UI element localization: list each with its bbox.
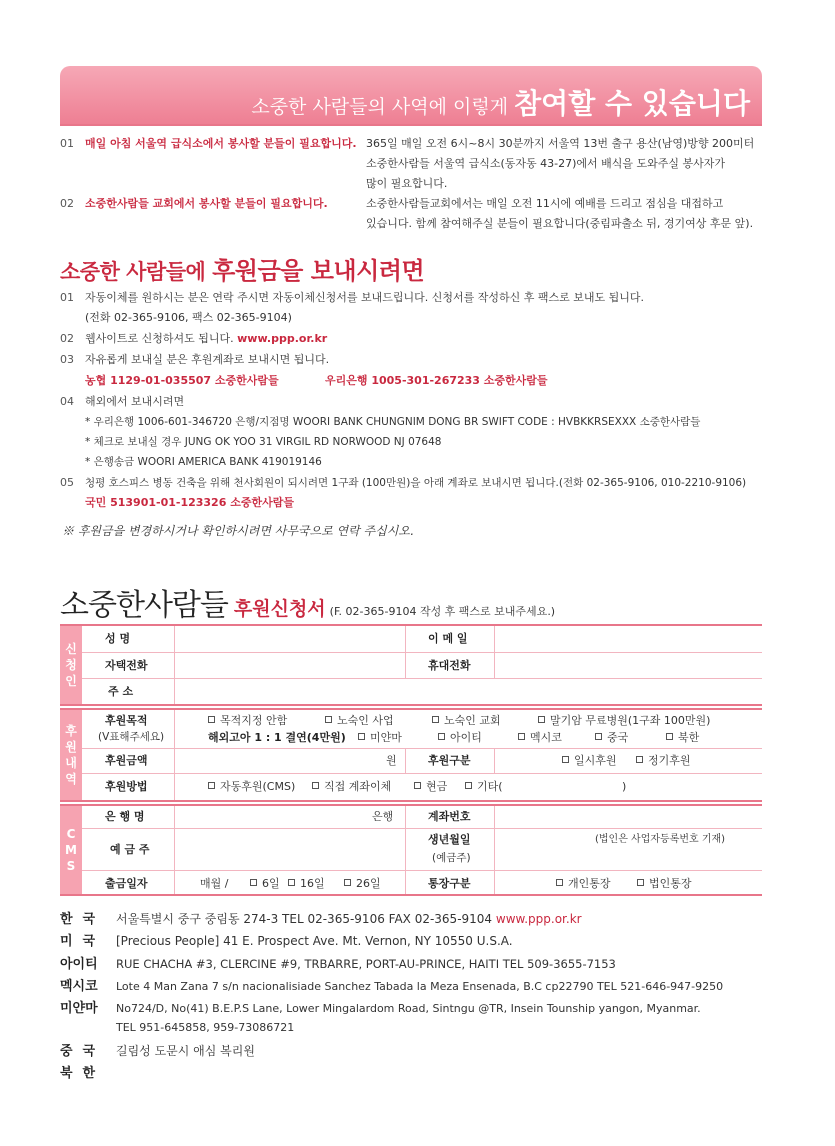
donation-num-02: 02 bbox=[60, 332, 74, 345]
address-usa: 미국 [Precious People] 41 E. Prospect Ave. Mt. Vernon, NY 10550 U.S.A. bbox=[60, 934, 513, 949]
method-option-cash[interactable]: 현금 bbox=[414, 780, 447, 794]
account-holder-label: 예 금 주 bbox=[110, 843, 150, 856]
form-title: 소중한사람들 후원신청서 (F. 02-365-9104 작성 후 팩스로 보내주세요.) bbox=[60, 588, 556, 623]
donation-num-04: 04 bbox=[60, 395, 74, 408]
bank-name-field[interactable] bbox=[176, 807, 372, 827]
cms-side-label: C M S bbox=[60, 806, 82, 894]
volunteer-item-01-num: 01 bbox=[60, 137, 74, 150]
account-nonghyup: 농협 1129-01-035507 소중한사람들 bbox=[85, 374, 279, 387]
cms-group bbox=[60, 804, 762, 896]
method-other-close: ) bbox=[622, 780, 627, 793]
address-myanmar-tel: TEL 951-645858, 959-73086721 bbox=[116, 1021, 295, 1034]
donation-num-05: 05 bbox=[60, 476, 74, 489]
overseas-line-3: * 은행송금 WOORI AMERICA BANK 419019146 bbox=[85, 456, 322, 468]
address-haiti: 아이티 RUE CHACHA #3, CLERCINE #9, TRBARRE, PORT-AU-PRINCE, HAITI TEL 509-3655-7153 bbox=[60, 957, 616, 972]
contact-note: ※ 후원금을 변경하시거나 확인하시려면 사무국으로 연락 주십시오. bbox=[62, 524, 414, 538]
website-link[interactable]: www.ppp.or.kr bbox=[237, 332, 328, 345]
purpose-option-none[interactable]: 목적지정 안함 bbox=[208, 714, 287, 728]
home-phone-field[interactable] bbox=[176, 654, 404, 676]
purpose-option-church[interactable]: 노숙인 교회 bbox=[432, 714, 501, 728]
account-type-corporate[interactable]: 법인통장 bbox=[637, 877, 692, 891]
purpose-label: 후원목적 bbox=[105, 714, 148, 727]
address-china: 중국 길림성 도문시 애심 복리원 bbox=[60, 1044, 255, 1059]
volunteer-item-02-line1: 소중한사람들교회에서는 매일 오전 11시에 예배를 드리고 점심을 대접하고 bbox=[366, 197, 724, 210]
account-type-personal[interactable]: 개인통장 bbox=[556, 877, 611, 891]
account-number-field[interactable] bbox=[496, 807, 760, 827]
section1-rule bbox=[60, 124, 762, 126]
birthdate-label: 생년월일 bbox=[428, 833, 471, 846]
bank-unit: 은행 bbox=[372, 810, 394, 823]
donation-item-01: 자동이체를 원하시는 분은 연락 주시면 자동이체신청서를 보내드립니다. 신청서를 작성하신 후 팩스로 보내도 됩니다. bbox=[85, 291, 644, 304]
name-label: 성 명 bbox=[105, 632, 131, 645]
account-kookmin: 국민 513901-01-123326 소중한사람들 bbox=[85, 496, 294, 509]
name-field[interactable] bbox=[176, 628, 404, 650]
withdrawal-date-label: 출금일자 bbox=[105, 877, 148, 890]
footer-website-link[interactable]: www.ppp.or.kr bbox=[495, 912, 582, 926]
withdraw-option-16[interactable]: 16일 bbox=[288, 877, 325, 891]
overseas-option-mexico[interactable]: 멕시코 bbox=[518, 731, 562, 745]
address-mexico: 멕시코 Lote 4 Man Zana 7 s/n nacionalisiade Sanchez Tabada la Meza Ensenada, B.C cp22790 TEL 521-646-947-9250 bbox=[60, 979, 724, 994]
sponsorship-details-group bbox=[60, 708, 762, 802]
volunteer-item-01-line1: 365일 매일 오전 6시~8시 30분까지 서울역 13번 출구 용산(남영)방향 200미터 bbox=[366, 137, 755, 150]
overseas-option-myanmar[interactable]: 미얀마 bbox=[358, 731, 402, 745]
email-field[interactable] bbox=[496, 628, 760, 650]
volunteer-item-01-line3: 많이 필요합니다. bbox=[366, 177, 448, 190]
address-korea: 한국 서울특별시 중구 중림동 274-3 TEL 02-365-9106 FAX 02-365-9104 www.ppp.or.kr bbox=[60, 912, 582, 927]
method-option-cms[interactable]: 자동후원(CMS) bbox=[208, 780, 295, 794]
amount-label: 후원금액 bbox=[105, 754, 148, 767]
account-number-label: 계좌번호 bbox=[428, 810, 471, 823]
overseas-orphan-label: 해외고아 1 : 1 결연(4만원) bbox=[208, 731, 346, 744]
bank-name-label: 은 행 명 bbox=[105, 810, 145, 823]
overseas-line-1: * 우리은행 1006-601-346720 은행/지점명 WOORI BANK CHUNGNIM DONG BR SWIFT CODE : HVBKKRSEXXX 소중한사람들 bbox=[85, 416, 701, 428]
section1-title: 소중한 사람들의 사역에 이렇게 참여할 수 있습니다 bbox=[251, 87, 750, 120]
account-woori: 우리은행 1005-301-267233 소중한사람들 bbox=[325, 374, 548, 387]
donation-num-03: 03 bbox=[60, 353, 74, 366]
withdrawal-prefix: 매월 / bbox=[200, 877, 229, 890]
type-option-regular[interactable]: 정기후원 bbox=[636, 754, 691, 768]
donation-num-01: 01 bbox=[60, 291, 74, 304]
donation-item-05: 청평 호스피스 병동 건축을 위해 천사회원이 되시려면 1구좌 (100만원)을 아래 계좌로 보내시면 됩니다.(전화 02-365-9106, 010-2210-9106) bbox=[85, 477, 747, 489]
account-holder-field[interactable] bbox=[176, 831, 404, 867]
mobile-label: 휴대전화 bbox=[428, 659, 471, 672]
type-option-onetime[interactable]: 일시후원 bbox=[562, 754, 617, 768]
donation-item-01-phone: (전화 02-365-9106, 팩스 02-365-9104) bbox=[85, 311, 292, 324]
account-type-label: 통장구분 bbox=[428, 877, 471, 890]
address-myanmar: 미얀마 No724/D, No(41) B.E.P.S Lane, Lower Mingalardom Road, Sintngu @TR, Insein Tounship yangon, Myanmar. bbox=[60, 1001, 701, 1016]
address-northkorea: 북한 bbox=[60, 1066, 106, 1081]
donation-item-02: 웹사이트로 신청하셔도 됩니다. www.ppp.or.kr bbox=[85, 332, 328, 345]
applicant-side-label: 신 청 인 bbox=[60, 626, 82, 704]
details-side-label: 후 원 내 역 bbox=[60, 710, 82, 800]
donation-item-03: 자유롭게 보내실 분은 후원계좌로 보내시면 됩니다. bbox=[85, 353, 330, 366]
birthdate-sub: (예금주) bbox=[432, 852, 471, 864]
section2-title: 소중한 사람들에 후원금을 보내시려면 bbox=[60, 257, 425, 285]
method-option-other[interactable]: 기타( bbox=[465, 780, 503, 794]
volunteer-item-02-heading: 소중한사람들 교회에서 봉사할 분들이 필요합니다. bbox=[85, 197, 328, 210]
withdraw-option-26[interactable]: 26일 bbox=[344, 877, 381, 891]
overseas-option-china[interactable]: 중국 bbox=[595, 731, 628, 745]
purpose-option-hospital[interactable]: 말기암 무료병원(1구좌 100만원) bbox=[538, 714, 710, 728]
overseas-line-2: * 체크로 보내실 경우 JUNG OK YOO 31 VIRGIL RD NORWOOD NJ 07648 bbox=[85, 436, 442, 448]
birthdate-note: (법인은 사업자등록번호 기재) bbox=[595, 834, 726, 845]
volunteer-item-01-line2: 소중한사람들 서울역 급식소(동자동 43-27)에서 배식을 도와주실 봉사자가 bbox=[366, 157, 726, 170]
home-phone-label: 자택전화 bbox=[105, 659, 148, 672]
address-label: 주 소 bbox=[108, 685, 134, 698]
method-label: 후원방법 bbox=[105, 780, 148, 793]
sponsorship-type-label: 후원구분 bbox=[428, 754, 471, 767]
email-label: 이 메 일 bbox=[428, 632, 468, 645]
section1-banner bbox=[60, 66, 762, 124]
purpose-hint: (V표해주세요) bbox=[98, 731, 165, 743]
volunteer-item-02-num: 02 bbox=[60, 197, 74, 210]
overseas-option-haiti[interactable]: 아이티 bbox=[438, 731, 482, 745]
method-option-transfer[interactable]: 직접 계좌이체 bbox=[312, 780, 391, 794]
birthdate-field[interactable] bbox=[496, 848, 760, 868]
amount-unit: 원 bbox=[386, 754, 397, 767]
address-field[interactable] bbox=[176, 680, 760, 702]
amount-field[interactable] bbox=[176, 750, 388, 770]
donation-item-04: 해외에서 보내시려면 bbox=[85, 395, 185, 408]
volunteer-item-01-heading: 매일 아침 서울역 급식소에서 봉사할 분들이 필요합니다. bbox=[85, 137, 357, 150]
applicant-group bbox=[60, 624, 762, 706]
withdraw-option-6[interactable]: 6일 bbox=[250, 877, 280, 891]
volunteer-item-02-line2: 있습니다. 함께 참여해주실 분들이 필요합니다(중림파출소 뒤, 경기여상 후문 앞). bbox=[366, 217, 754, 230]
mobile-field[interactable] bbox=[496, 654, 760, 676]
purpose-option-homeless[interactable]: 노숙인 사업 bbox=[325, 714, 394, 728]
overseas-option-northkorea[interactable]: 북한 bbox=[666, 731, 699, 745]
